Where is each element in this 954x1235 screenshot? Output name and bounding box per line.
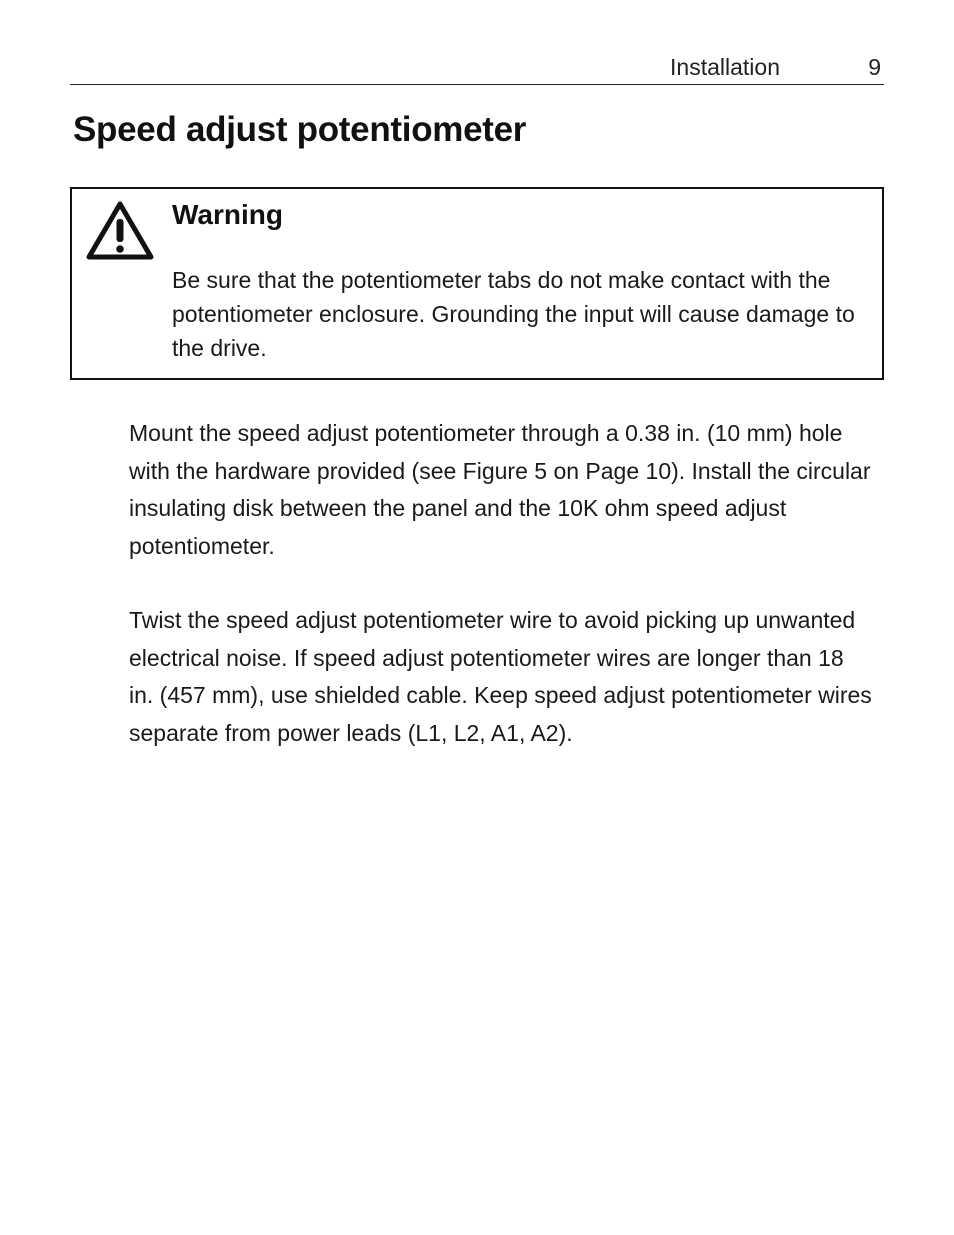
warning-title: Warning xyxy=(172,199,283,230)
page-title: Speed adjust potentiometer xyxy=(73,110,527,149)
page-number: 9 xyxy=(868,54,881,80)
body-paragraph-wiring: Twist the speed adjust potentiometer wire to avoid picking up unwanted electrical noise. If speed adjust potentiometer wires are longer than 18 in. (457 mm), use shielded cable. Keep speed adjust potentiometer wires separate from power leads (L1, L2, A1, A2). xyxy=(129,607,872,746)
running-header xyxy=(70,52,884,85)
warning-text: Be sure that the potentiometer tabs do not make contact with the potentiometer enclosure. Grounding the input will cause damage to the drive. xyxy=(172,267,855,361)
header-section-title: Installation xyxy=(670,54,780,80)
body-paragraph-mounting: Mount the speed adjust potentiometer through a 0.38 in. (10 mm) hole with the hardware provided (see Figure 5 on Page 10). Install the circular insulating disk between the panel and the 10K ohm speed adjust potentiometer. xyxy=(129,420,871,559)
warning-box xyxy=(70,187,884,380)
warning-triangle-icon xyxy=(84,199,156,263)
